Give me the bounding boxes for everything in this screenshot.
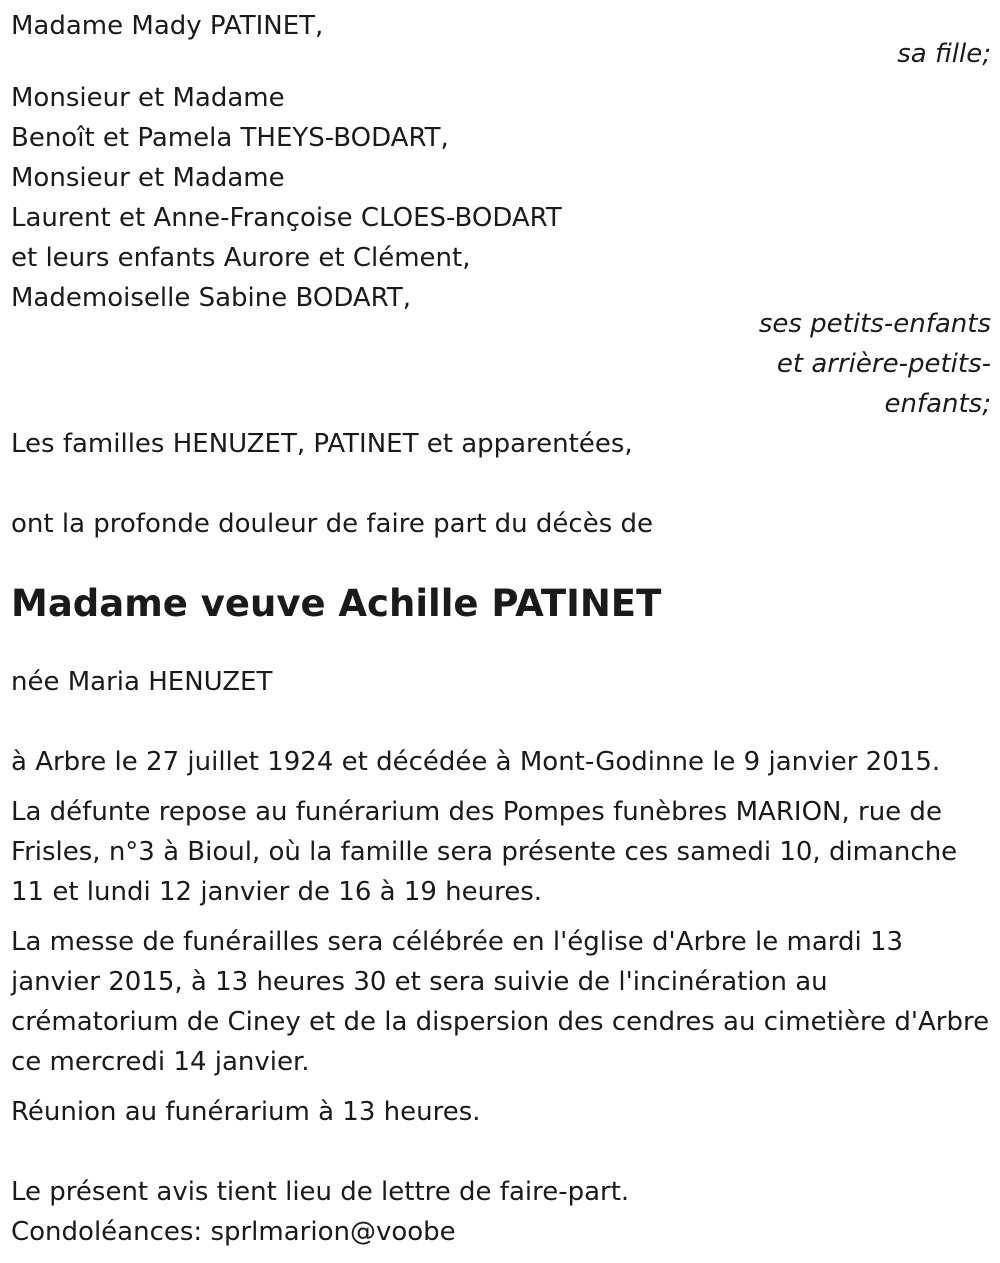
funeral-details: La messe de funérailles sera célébrée en l'église d'Arbre le mardi 13 janvier 2015, à 13 heures 30 et sera suivie de l'incinération au crématorium de Ciney et de la dispersion des cendres au cimetière d'Arbre ce mercredi 14 janvier. [11,927,990,1077]
obituary-notice [11,6,991,1252]
closing-notice: Le présent avis tient lieu de lettre de faire-part. [11,1177,630,1207]
family-group-daughter [11,6,991,74]
condolences-contact: Condoléances: sprlmarion@voobe [11,1217,456,1247]
announcement-text: ont la profonde douleur de faire part du décès de [11,509,654,539]
deceased-name-heading: Madame veuve Achille PATINET [11,582,662,625]
family-group-grandchildren [11,78,991,424]
family-role-label: ses petits-enfants [758,309,991,339]
family-member-line: Benoît et Pamela THEYS-BODART, [11,123,449,153]
family-member-line: Monsieur et Madame [11,163,285,193]
maiden-name: née Maria HENUZET [11,667,273,697]
family-member-line: Monsieur et Madame [11,83,285,113]
repose-details: La défunte repose au funérarium des Pompes funèbres MARION, rue de Frisles, n°3 à Bioul, où la famille sera présente ces samedi 10, dimanche 11 et lundi 12 janvier de 16 à 19 heures. [11,797,958,907]
family-role-label: et arrière-petits- [776,349,991,379]
family-role-label: sa fille; [897,39,991,69]
family-member-line: et leurs enfants Aurore et Clément, [11,243,471,273]
family-role-label: enfants; [884,389,991,419]
family-member-line: Laurent et Anne-Françoise CLOES-BODART [11,203,562,233]
other-families-line: Les familles HENUZET, PATINET et apparentées, [11,429,633,459]
family-member-line: Madame Mady PATINET, [11,11,324,41]
reunion-details: Réunion au funérarium à 13 heures. [11,1097,481,1127]
birth-death-details: à Arbre le 27 juillet 1924 et décédée à Mont-Godinne le 9 janvier 2015. [11,747,941,777]
family-member-line: Mademoiselle Sabine BODART, [11,283,411,313]
